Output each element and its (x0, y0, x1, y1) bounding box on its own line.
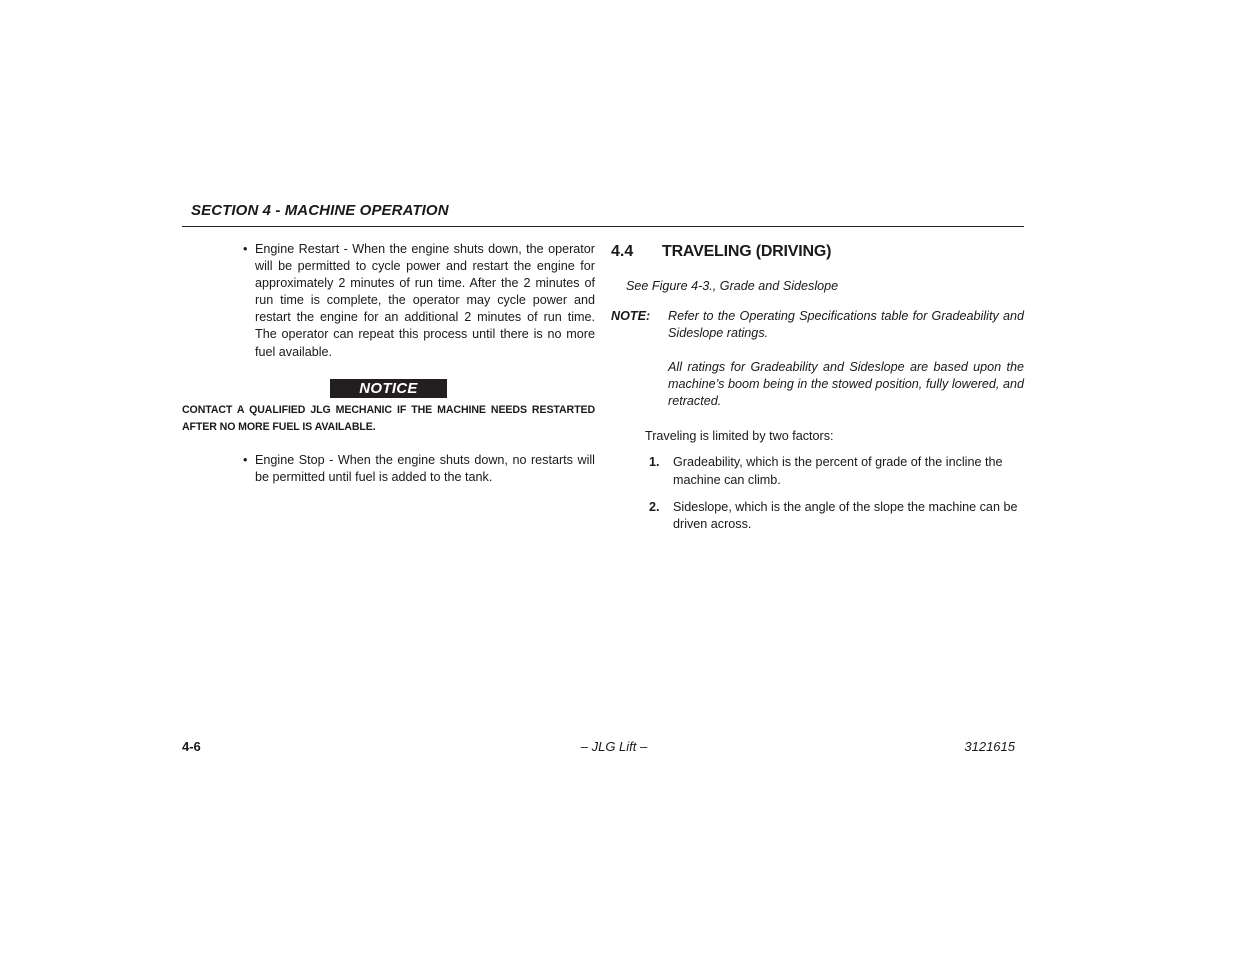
bullet-item-engine-restart (243, 241, 595, 361)
bullet-text: Engine Stop - When the engine shuts down, no restarts will be permitted until fuel is added to the tank. (255, 453, 595, 485)
note-paragraph: Refer to the Operating Specifications table for Gradeability and Sideslope ratings. (668, 309, 1024, 341)
bullet-text: Engine Restart - When the engine shuts down, the operator will be permitted to cycle power and restart the engine for approximately 2 minutes of run time. After the 2 minutes of run time is complete, the operator may cycle power and restart the engine for an additional 2 minutes of run time. The operator can repeat this process until there is no more fuel available. (255, 242, 595, 359)
notice-badge: NOTICE (330, 379, 447, 398)
left-column (182, 241, 595, 486)
header-divider (182, 226, 1024, 227)
section-header-title: SECTION 4 - MACHINE OPERATION (191, 202, 449, 219)
notice-box (182, 379, 595, 398)
bullet-item-engine-stop (243, 452, 595, 486)
document-number: 3121615 (964, 739, 1015, 754)
right-column (611, 241, 1024, 543)
footer-brand: – JLG Lift – (580, 739, 648, 754)
list-item (649, 499, 1024, 533)
list-item-number: 1. (649, 455, 660, 470)
figure-reference: See Figure 4-3., Grade and Sideslope (626, 279, 839, 293)
section-title: TRAVELING (DRIVING) (662, 243, 832, 260)
section-heading (611, 241, 1024, 263)
list-item-text: Gradeability, which is the percent of grade of the incline the machine can climb. (673, 455, 1003, 487)
list-item-number: 2. (649, 499, 660, 514)
page-number: 4-6 (182, 739, 201, 754)
note-paragraph: All ratings for Gradeability and Sideslope are based upon the machine’s boom being in the stowed position, fully lowered, and retracted. (668, 360, 1024, 409)
bullet-icon: • (243, 453, 248, 468)
intro-text: Traveling is limited by two factors: (645, 429, 834, 444)
list-item (649, 454, 1024, 488)
notice-text: CONTACT A QUALIFIED JLG MECHANIC IF THE MACHINE NEEDS RESTARTED AFTER NO MORE FUEL IS AVAILABLE. (182, 403, 595, 433)
section-number: 4.4 (611, 243, 634, 260)
note-body (668, 308, 1024, 410)
numbered-list (611, 454, 1024, 532)
list-item-text: Sideslope, which is the angle of the slope the machine can be driven across. (673, 499, 1018, 531)
note-label: NOTE: (611, 309, 651, 323)
note-block (611, 308, 1024, 410)
bullet-icon: • (243, 242, 248, 256)
